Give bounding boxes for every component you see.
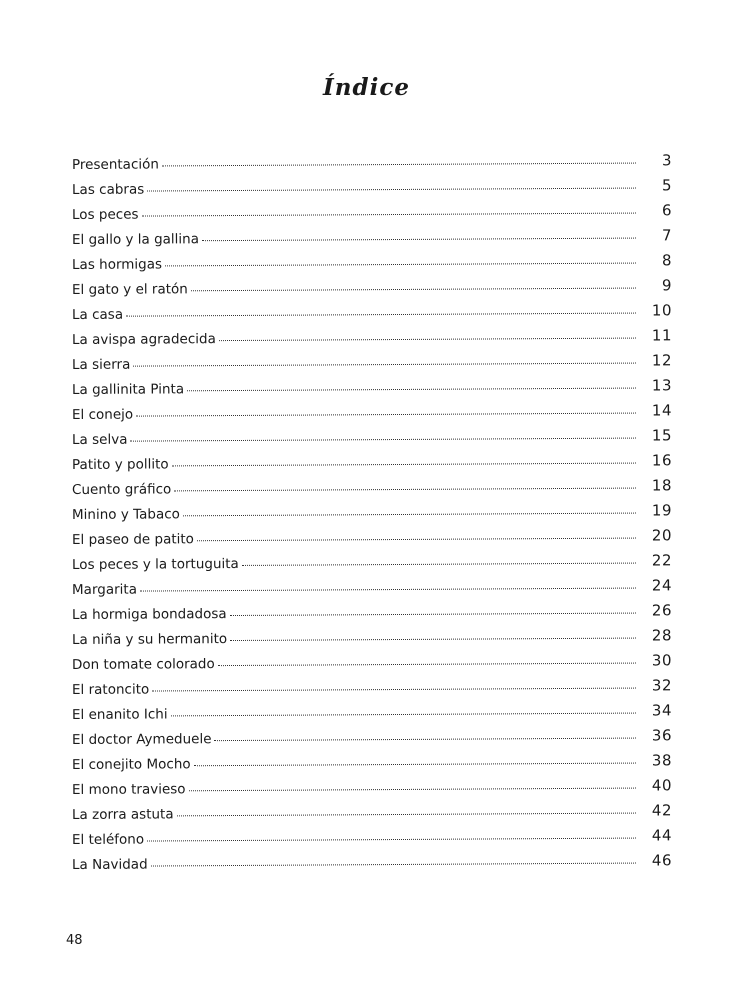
dot-leader (230, 610, 636, 616)
toc-entry-page: 24 (651, 576, 673, 595)
toc-entry-page: 34 (651, 701, 673, 720)
toc-entry (72, 823, 672, 852)
toc-entry (72, 498, 672, 527)
dot-leader (151, 860, 636, 867)
dot-leader (171, 710, 636, 717)
toc-entry-page: 36 (651, 726, 673, 745)
toc-entry-title: La selva (71, 431, 128, 448)
toc-entry-title: Margarita (71, 581, 138, 598)
toc-entry-page: 6 (661, 201, 673, 220)
toc-entry-page: 13 (651, 376, 673, 395)
toc-entry (72, 523, 672, 552)
page-title: Índice (323, 74, 410, 101)
toc-entry (72, 548, 672, 577)
dot-leader (202, 235, 636, 242)
toc-entry-page: 16 (651, 451, 673, 470)
toc-entry-title: La Navidad (71, 856, 148, 873)
toc-entry-page: 18 (651, 476, 673, 495)
toc-entry-title: La zorra astuta (71, 806, 174, 823)
toc-entry (72, 148, 672, 177)
dot-leader (194, 760, 636, 767)
dot-leader (133, 360, 636, 367)
toc-entry (72, 623, 672, 652)
toc-entry-title: El doctor Aymeduele (71, 731, 212, 748)
toc-entry (72, 473, 672, 502)
toc-entry (72, 248, 672, 277)
dot-leader (219, 335, 636, 342)
toc-entry-title: El gato y el ratón (71, 281, 188, 298)
toc-entry-title: Presentación (71, 156, 159, 173)
toc-entry-page: 9 (661, 276, 673, 295)
dot-leader (130, 435, 636, 442)
toc-entry-title: Minino y Tabaco (71, 506, 180, 523)
toc-entry (72, 723, 672, 752)
toc-entry-page: 44 (651, 826, 673, 845)
toc-entry-title: El ratoncito (71, 681, 150, 698)
toc-entry-title: El teléfono (71, 831, 145, 848)
toc-entry (72, 598, 672, 627)
toc-entry (72, 273, 672, 302)
toc-entry (72, 673, 672, 702)
toc-entry-page: 20 (651, 526, 673, 545)
toc-entry-page: 42 (651, 801, 673, 820)
toc-entry (72, 198, 672, 227)
toc-entry-title: La gallinita Pinta (71, 381, 185, 398)
toc-entry-page: 8 (661, 251, 673, 270)
dot-leader (191, 285, 636, 292)
toc-entry-title: El conejo (71, 406, 134, 423)
dot-leader (230, 635, 636, 641)
toc-entry (72, 423, 672, 452)
toc-entry-title: Las hormigas (71, 256, 163, 273)
toc-entry (72, 773, 672, 802)
toc-entry-page: 15 (651, 426, 673, 445)
toc-entry (72, 348, 672, 377)
dot-leader (172, 460, 636, 467)
toc-entry-title: El enanito Ichi (71, 706, 168, 723)
dot-leader (165, 260, 636, 267)
toc-entry-title: Don tomate colorado (71, 656, 215, 673)
dot-leader (126, 310, 636, 317)
toc-entry-title: Los peces y la tortuguita (71, 555, 239, 573)
dot-leader (177, 810, 636, 817)
toc-entry-page: 38 (651, 751, 673, 770)
toc-entry (72, 748, 672, 777)
toc-entry-page: 46 (651, 851, 673, 870)
dot-leader (187, 385, 636, 392)
toc-entry-title: La avispa agradecida (71, 331, 216, 348)
toc-entry-page: 26 (651, 601, 673, 620)
toc-entry (72, 798, 672, 827)
toc-entry-page: 11 (651, 326, 673, 345)
toc-entry-page: 12 (651, 351, 673, 370)
toc-entry-title: Las cabras (71, 181, 145, 198)
dot-leader (152, 685, 636, 692)
table-of-contents (72, 152, 672, 877)
toc-entry-title: La casa (71, 306, 124, 323)
dot-leader (147, 835, 636, 842)
dot-leader (140, 585, 636, 592)
toc-entry (72, 373, 672, 402)
toc-entry-page: 22 (651, 551, 673, 570)
toc-entry-page: 40 (651, 776, 673, 795)
dot-leader (197, 535, 636, 542)
dot-leader (214, 735, 636, 742)
toc-entry (72, 398, 672, 427)
dot-leader (136, 410, 636, 417)
toc-entry-title: La sierra (71, 356, 131, 373)
toc-entry-title: Patito y pollito (71, 456, 169, 473)
dot-leader (162, 160, 636, 167)
toc-entry (72, 698, 672, 727)
toc-entry (72, 323, 672, 352)
toc-entry-page: 7 (661, 226, 673, 245)
toc-entry (72, 223, 672, 252)
toc-entry-title: Cuento gráfico (71, 481, 172, 498)
dot-leader (189, 785, 636, 792)
dot-leader (183, 510, 636, 517)
toc-entry-title: La hormiga bondadosa (71, 606, 227, 623)
toc-entry-title: El conejito Mocho (71, 756, 191, 773)
dot-leader (174, 485, 636, 492)
toc-entry-page: 5 (661, 176, 673, 195)
dot-leader (142, 210, 636, 217)
toc-entry-title: El paseo de patito (71, 531, 194, 548)
toc-entry-page: 10 (651, 301, 673, 320)
dot-leader (147, 185, 636, 192)
toc-entry-title: La niña y su hermanito (71, 631, 228, 648)
toc-entry-page: 19 (651, 501, 673, 520)
toc-entry-page: 14 (651, 401, 673, 420)
toc-entry-page: 28 (651, 626, 673, 645)
toc-entry-title: El mono travieso (71, 781, 186, 798)
dot-leader (218, 660, 636, 667)
toc-entry (72, 848, 672, 877)
toc-entry (72, 298, 672, 327)
toc-entry (72, 573, 672, 602)
toc-entry (72, 648, 672, 677)
toc-entry (72, 173, 672, 202)
dot-leader (242, 560, 636, 566)
toc-entry (72, 448, 672, 477)
toc-entry-page: 30 (651, 651, 673, 670)
toc-entry-page: 32 (651, 676, 673, 695)
page-number: 48 (66, 933, 83, 948)
toc-entry-page: 3 (661, 151, 673, 170)
toc-entry-title: Los peces (71, 206, 139, 223)
toc-entry-title: El gallo y la gallina (71, 231, 200, 248)
